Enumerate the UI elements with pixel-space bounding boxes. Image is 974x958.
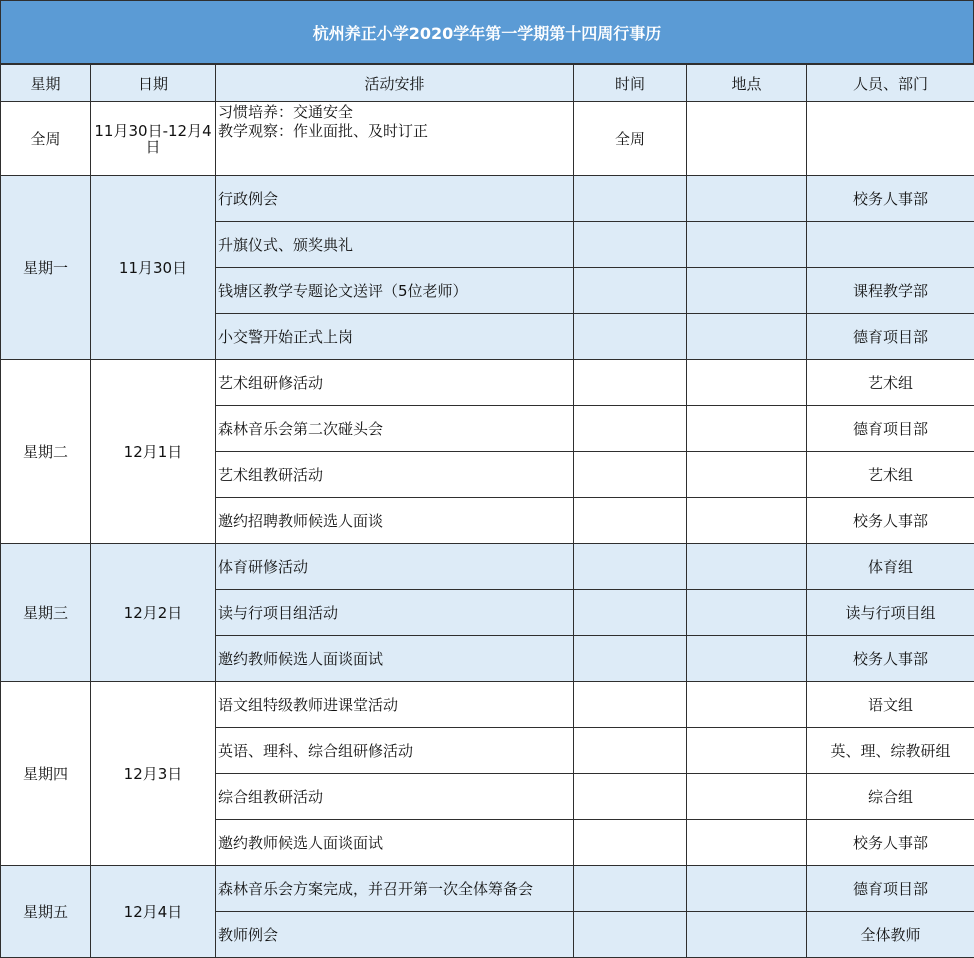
time-cell — [574, 682, 687, 728]
header-people: 人员、部门 — [807, 65, 974, 102]
people-cell: 德育项目部 — [807, 314, 974, 360]
people-cell: 校务人事部 — [807, 820, 974, 866]
header-location: 地点 — [687, 65, 807, 102]
activity-cell: 小交警开始正式上岗 — [216, 314, 574, 360]
people-cell: 德育项目部 — [807, 866, 974, 912]
activity-cell: 语文组特级教师进课堂活动 — [216, 682, 574, 728]
header-row — [1, 65, 974, 102]
location-cell — [687, 728, 807, 774]
activity-cell: 钱塘区教学专题论文送评（5位老师） — [216, 268, 574, 314]
people-cell: 校务人事部 — [807, 176, 974, 222]
location-cell — [687, 406, 807, 452]
table-row — [1, 544, 974, 590]
whole-week-time: 全周 — [574, 102, 687, 176]
time-cell — [574, 774, 687, 820]
people-cell: 读与行项目组 — [807, 590, 974, 636]
whole-week-activity — [216, 102, 574, 176]
people-cell: 艺术组 — [807, 360, 974, 406]
whole-week-weekday: 全周 — [1, 102, 91, 176]
activity-cell: 森林音乐会第二次碰头会 — [216, 406, 574, 452]
activity-cell: 邀约教师候选人面谈面试 — [216, 636, 574, 682]
time-cell — [574, 636, 687, 682]
time-cell — [574, 222, 687, 268]
activity-cell: 行政例会 — [216, 176, 574, 222]
activity-cell: 英语、理科、综合组研修活动 — [216, 728, 574, 774]
date-cell: 12月4日 — [91, 866, 216, 958]
people-cell: 校务人事部 — [807, 498, 974, 544]
date-cell: 12月1日 — [91, 360, 216, 544]
whole-week-activity-line1: 习惯培养：交通安全 — [218, 103, 354, 121]
location-cell — [687, 820, 807, 866]
time-cell — [574, 406, 687, 452]
weekday-cell: 星期三 — [1, 544, 91, 682]
time-cell — [574, 268, 687, 314]
people-cell: 英、理、综教研组 — [807, 728, 974, 774]
location-cell — [687, 544, 807, 590]
location-cell — [687, 498, 807, 544]
activity-cell: 邀约招聘教师候选人面谈 — [216, 498, 574, 544]
people-cell: 艺术组 — [807, 452, 974, 498]
table-row — [1, 176, 974, 222]
people-cell: 全体教师 — [807, 912, 974, 958]
people-cell: 体育组 — [807, 544, 974, 590]
activity-cell: 森林音乐会方案完成，并召开第一次全体筹备会 — [216, 866, 574, 912]
activity-cell: 读与行项目组活动 — [216, 590, 574, 636]
date-cell: 12月3日 — [91, 682, 216, 866]
location-cell — [687, 452, 807, 498]
time-cell — [574, 728, 687, 774]
activity-cell: 综合组教研活动 — [216, 774, 574, 820]
location-cell — [687, 866, 807, 912]
activity-cell: 教师例会 — [216, 912, 574, 958]
time-cell — [574, 314, 687, 360]
time-cell — [574, 866, 687, 912]
location-cell — [687, 360, 807, 406]
location-cell — [687, 774, 807, 820]
activity-cell: 升旗仪式、颁奖典礼 — [216, 222, 574, 268]
location-cell — [687, 912, 807, 958]
time-cell — [574, 498, 687, 544]
time-cell — [574, 452, 687, 498]
table-row — [1, 866, 974, 912]
time-cell — [574, 912, 687, 958]
time-cell — [574, 590, 687, 636]
header-time: 时间 — [574, 65, 687, 102]
header-weekday: 星期 — [1, 65, 91, 102]
whole-week-people — [807, 102, 974, 176]
people-cell: 德育项目部 — [807, 406, 974, 452]
time-cell — [574, 176, 687, 222]
people-cell: 课程教学部 — [807, 268, 974, 314]
activity-cell: 体育研修活动 — [216, 544, 574, 590]
header-activity: 活动安排 — [216, 65, 574, 102]
location-cell — [687, 590, 807, 636]
time-cell — [574, 360, 687, 406]
location-cell — [687, 222, 807, 268]
header-date: 日期 — [91, 65, 216, 102]
people-cell: 校务人事部 — [807, 636, 974, 682]
activity-cell: 邀约教师候选人面谈面试 — [216, 820, 574, 866]
whole-week-row — [1, 102, 974, 176]
schedule-table — [0, 64, 974, 958]
date-cell: 11月30日 — [91, 176, 216, 360]
weekday-cell: 星期一 — [1, 176, 91, 360]
weekday-cell: 星期五 — [1, 866, 91, 958]
whole-week-location — [687, 102, 807, 176]
weekday-cell: 星期二 — [1, 360, 91, 544]
activity-cell: 艺术组教研活动 — [216, 452, 574, 498]
location-cell — [687, 314, 807, 360]
weekday-cell: 星期四 — [1, 682, 91, 866]
location-cell — [687, 176, 807, 222]
people-cell: 语文组 — [807, 682, 974, 728]
whole-week-date: 11月30日-12月4日 — [91, 102, 216, 176]
page-title: 杭州养正小学2020学年第一学期第十四周行事历 — [0, 0, 974, 64]
people-cell: 综合组 — [807, 774, 974, 820]
location-cell — [687, 268, 807, 314]
table-row — [1, 360, 974, 406]
people-cell — [807, 222, 974, 268]
time-cell — [574, 820, 687, 866]
time-cell — [574, 544, 687, 590]
whole-week-activity-line2: 教学观察：作业面批、及时订正 — [218, 122, 429, 140]
table-row — [1, 682, 974, 728]
location-cell — [687, 636, 807, 682]
location-cell — [687, 682, 807, 728]
activity-cell: 艺术组研修活动 — [216, 360, 574, 406]
date-cell: 12月2日 — [91, 544, 216, 682]
